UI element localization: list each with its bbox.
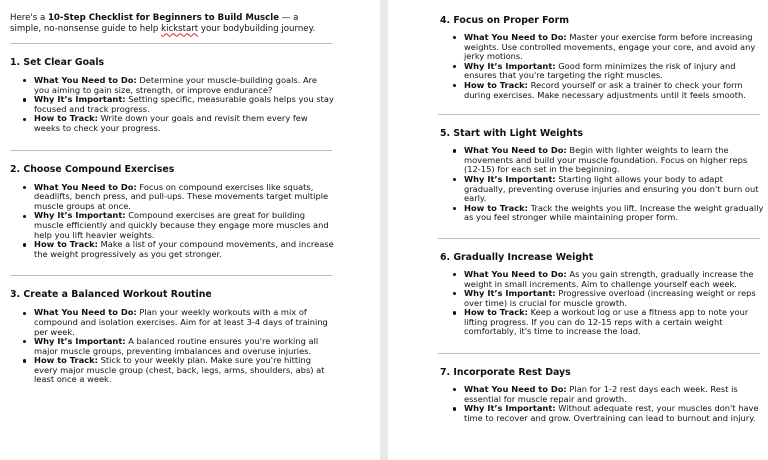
item-text: Without adequate rest, your muscles don't have time to recover and grow. Overtraining can lead to burnout and injury. — [464, 403, 759, 423]
list-item — [34, 211, 334, 240]
item-text: Compound exercises are great for building muscle efficiently and quickly because they engage more muscles and help you lift heavier weights. — [34, 210, 329, 240]
spellcheck-word[interactable]: kickstart — [161, 23, 199, 34]
list-item — [34, 76, 334, 95]
item-text: Track the weights you lift. Increase the weight gradually as you feel stronger while maintaining proper form. — [464, 202, 764, 223]
section-title: 5. Start with Light Weights — [440, 128, 583, 140]
list-item — [464, 33, 764, 62]
section-list — [10, 308, 380, 385]
item-label: What You Need to Do: — [34, 307, 137, 318]
item-label: Why It’s Important: — [464, 288, 556, 299]
item-label: Why It’s Important: — [34, 210, 126, 221]
item-label: What You Need to Do: — [464, 32, 567, 42]
item-label: Why It’s Important: — [464, 60, 556, 71]
item-label: How to Track: — [34, 355, 98, 366]
section-list — [10, 76, 380, 134]
item-label: Why It’s Important: — [34, 94, 126, 105]
intro-prefix: Here's a — [10, 13, 48, 23]
checklist-section — [440, 252, 768, 337]
section-title: 3. Create a Balanced Workout Routine — [10, 289, 212, 301]
section-title: 7. Incorporate Rest Days — [440, 367, 571, 379]
item-text: Good form minimizes the risk of injury and ensures that you're targeting the right muscles. — [464, 60, 736, 81]
item-text: Begin with lighter weights to learn the movements and build your muscle foundation. Focus on higher reps (12-15) for each set in the beginning. — [464, 145, 748, 175]
item-text: Starting light allows your body to adapt gradually, preventing overuse injuries and ensuring you don't burn out early. — [464, 173, 759, 204]
item-text: Master your exercise form before increasing weights. Use controlled movements, engage your core, and avoid any jerky motions. — [464, 32, 756, 62]
item-label: How to Track: — [464, 79, 528, 90]
section-list — [10, 183, 380, 260]
item-text: Plan for 1-2 rest days each week. Rest is essential for muscle repair and growth. — [464, 384, 738, 404]
list-item — [464, 62, 764, 81]
section-divider — [10, 150, 332, 151]
document-page-right — [388, 0, 768, 460]
item-text: Make a list of your compound movements, and increase the weight progressively as you get stronger. — [34, 239, 334, 259]
list-item — [464, 404, 764, 423]
item-text: Plan your weekly workouts with a mix of compound and isolation exercises. Aim for at least 3-4 days of training per week. — [34, 307, 328, 337]
item-label: How to Track: — [34, 113, 98, 124]
checklist-section — [10, 164, 380, 260]
section-divider — [10, 275, 332, 276]
item-label: What You Need to Do: — [464, 268, 567, 279]
checklist-section — [440, 15, 768, 100]
intro-text-end: your bodybuilding journey. — [198, 23, 316, 34]
item-text: Stick to your weekly plan. Make sure you're hitting every major muscle group (chest, back, legs, arms, shoulders, abs) at least once a week. — [34, 355, 325, 385]
section-divider — [438, 238, 760, 239]
item-text: Record yourself or ask a trainer to check your form during exercises. Make necessary adjustments until it feels smooth. — [464, 79, 746, 100]
section-list — [440, 146, 768, 223]
list-item — [34, 356, 334, 385]
item-label: What You Need to Do: — [34, 181, 137, 192]
list-item — [34, 183, 334, 212]
document-page-left — [0, 0, 380, 460]
item-text: As you gain strength, gradually increase the weight in small increments. Aim to challenge yourself each week. — [464, 268, 754, 289]
section-title: 4. Focus on Proper Form — [440, 15, 570, 26]
list-item — [464, 204, 764, 223]
page-gutter — [380, 0, 388, 460]
item-text: Determine your muscle-building goals. Are you aiming to gain size, strength, or improve endurance? — [34, 75, 318, 95]
item-text: Setting specific, measurable goals helps you stay focused and track progress. — [34, 94, 334, 114]
checklist-section — [440, 367, 768, 423]
list-item — [34, 337, 334, 356]
list-item — [34, 240, 334, 259]
item-label: How to Track: — [34, 239, 98, 250]
section-list — [440, 270, 768, 337]
item-label: What You Need to Do: — [464, 384, 567, 395]
list-item — [464, 175, 764, 204]
checklist-section — [440, 128, 768, 223]
item-text: Focus on compound exercises like squats, deadlifts, bench press, and pull-ups. These movements target multiple muscle groups at once. — [34, 181, 329, 211]
section-divider — [10, 43, 332, 44]
section-list — [440, 33, 768, 100]
list-item — [464, 146, 764, 175]
section-divider — [438, 114, 760, 115]
item-label: What You Need to Do: — [464, 145, 567, 156]
list-item — [34, 95, 334, 114]
list-item — [464, 308, 764, 337]
item-text: Progressive overload (increasing weight or reps over time) is crucial for muscle growth. — [464, 288, 756, 308]
checklist-section — [10, 289, 380, 385]
item-label: What You Need to Do: — [34, 75, 137, 85]
left-sections — [10, 43, 380, 385]
list-item — [464, 81, 764, 100]
intro-text: — a simple, no-nonsense guide to help — [10, 13, 299, 34]
list-item — [464, 289, 764, 308]
item-label: Why It’s Important: — [464, 173, 556, 184]
list-item — [464, 270, 764, 289]
list-item — [464, 385, 764, 404]
right-sections — [440, 15, 768, 423]
item-label: Why It’s Important: — [464, 403, 556, 414]
item-label: How to Track: — [464, 307, 528, 318]
section-title: 1. Set Clear Goals — [10, 57, 105, 68]
checklist-section — [10, 57, 380, 134]
item-label: Why It’s Important: — [34, 336, 126, 347]
item-text: Keep a workout log or use a fitness app to note your lifting progress. If you can do 12-15 reps with a certain weight comfortably, it's time to increase the load. — [464, 307, 749, 337]
item-text: A balanced routine ensures you're working all major muscle groups, preventing imbalances and overuse injuries. — [34, 336, 319, 356]
item-text: Write down your goals and revisit them every few weeks to check your progress. — [34, 113, 308, 133]
section-list — [440, 385, 768, 423]
section-title: 6. Gradually Increase Weight — [440, 251, 594, 263]
intro-paragraph — [10, 13, 328, 34]
list-item — [34, 114, 334, 133]
section-divider — [438, 353, 760, 354]
list-item — [34, 308, 334, 337]
item-label: How to Track: — [464, 202, 528, 213]
intro-bold-title: 10-Step Checklist for Beginners to Build Muscle — [47, 13, 280, 23]
section-title: 2. Choose Compound Exercises — [10, 163, 175, 175]
